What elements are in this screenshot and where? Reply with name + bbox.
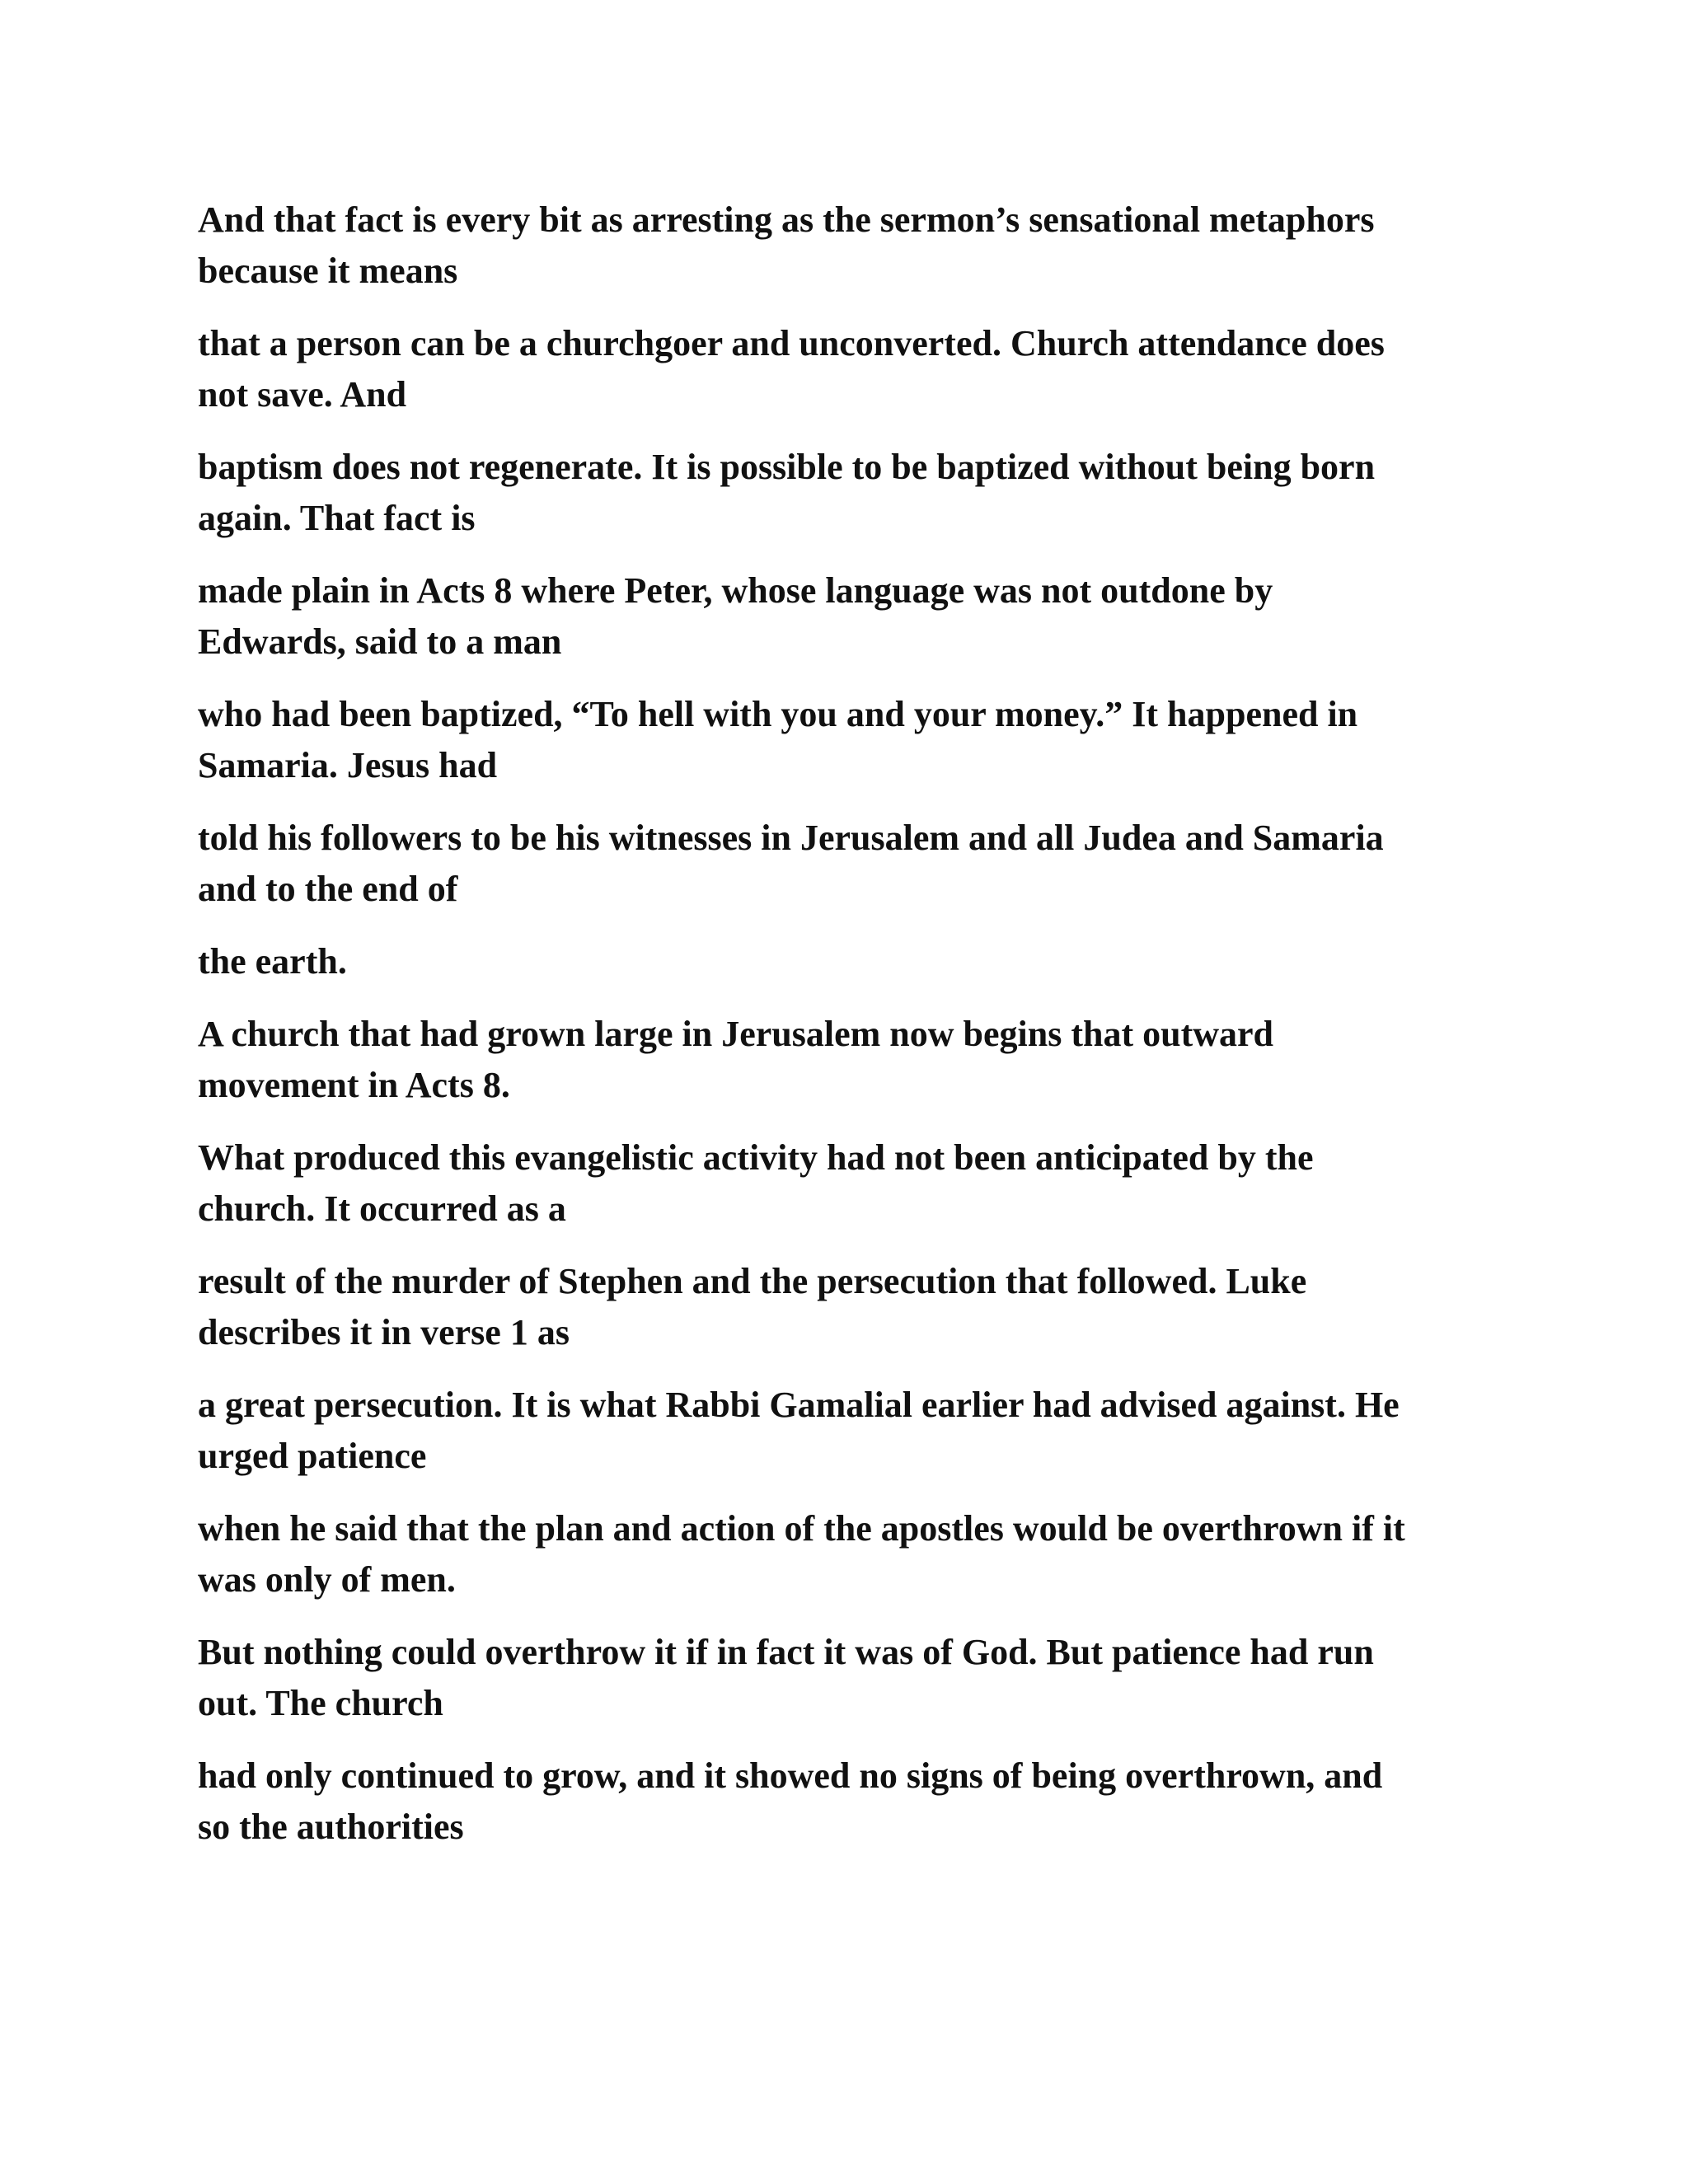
- text-line: again. That fact is: [198, 498, 476, 538]
- text-line: so the authorities: [198, 1807, 464, 1847]
- paragraph: [198, 1627, 1492, 1729]
- paragraph: [198, 813, 1492, 915]
- text-line: But nothing could overthrow it if in fact it was of God. But patience had run: [198, 1632, 1374, 1672]
- text-line: the earth.: [198, 941, 347, 982]
- paragraph: [198, 1009, 1492, 1111]
- text-line: baptism does not regenerate. It is possible to be baptized without being born: [198, 447, 1376, 487]
- text-line: movement in Acts 8.: [198, 1065, 510, 1105]
- text-line: not save. And: [198, 374, 407, 415]
- paragraph: [198, 565, 1492, 668]
- paragraph: [198, 1132, 1492, 1235]
- text-line: And that fact is every bit as arresting as the sermon’s sensational metaphors: [198, 199, 1375, 240]
- paragraph: [198, 1503, 1492, 1605]
- text-line: because it means: [198, 251, 458, 291]
- text-line: church. It occurred as a: [198, 1188, 566, 1229]
- text-line: was only of men.: [198, 1559, 456, 1600]
- text-line: had only continued to grow, and it showed no signs of being overthrown, and: [198, 1755, 1383, 1796]
- text-line: What produced this evangelistic activity had not been anticipated by the: [198, 1137, 1314, 1178]
- text-line: made plain in Acts 8 where Peter, whose language was not outdone by: [198, 570, 1273, 611]
- paragraph: [198, 936, 1492, 987]
- text-line: A church that had grown large in Jerusalem now begins that outward: [198, 1014, 1274, 1054]
- paragraph: [198, 1380, 1492, 1482]
- text-line: when he said that the plan and action of the apostles would be overthrown if it: [198, 1508, 1405, 1549]
- paragraph: [198, 689, 1492, 791]
- paragraph: [198, 194, 1492, 297]
- paragraph: [198, 1256, 1492, 1358]
- paragraph: [198, 442, 1492, 544]
- text-line: describes it in verse 1 as: [198, 1312, 570, 1352]
- text-line: a great persecution. It is what Rabbi Gamalial earlier had advised against. He: [198, 1385, 1400, 1425]
- text-line: Edwards, said to a man: [198, 621, 562, 662]
- body-text: [198, 194, 1492, 1874]
- text-line: urged patience: [198, 1436, 427, 1476]
- text-line: and to the end of: [198, 869, 458, 909]
- text-line: who had been baptized, “To hell with you and your money.” It happened in: [198, 694, 1358, 734]
- text-line: Samaria. Jesus had: [198, 745, 498, 785]
- text-line: out. The church: [198, 1683, 443, 1723]
- paragraph: [198, 1750, 1492, 1853]
- text-line: result of the murder of Stephen and the persecution that followed. Luke: [198, 1261, 1307, 1301]
- text-line: told his followers to be his witnesses in Jerusalem and all Judea and Samaria: [198, 818, 1384, 858]
- text-line: that a person can be a churchgoer and unconverted. Church attendance does: [198, 323, 1385, 363]
- paragraph: [198, 318, 1492, 420]
